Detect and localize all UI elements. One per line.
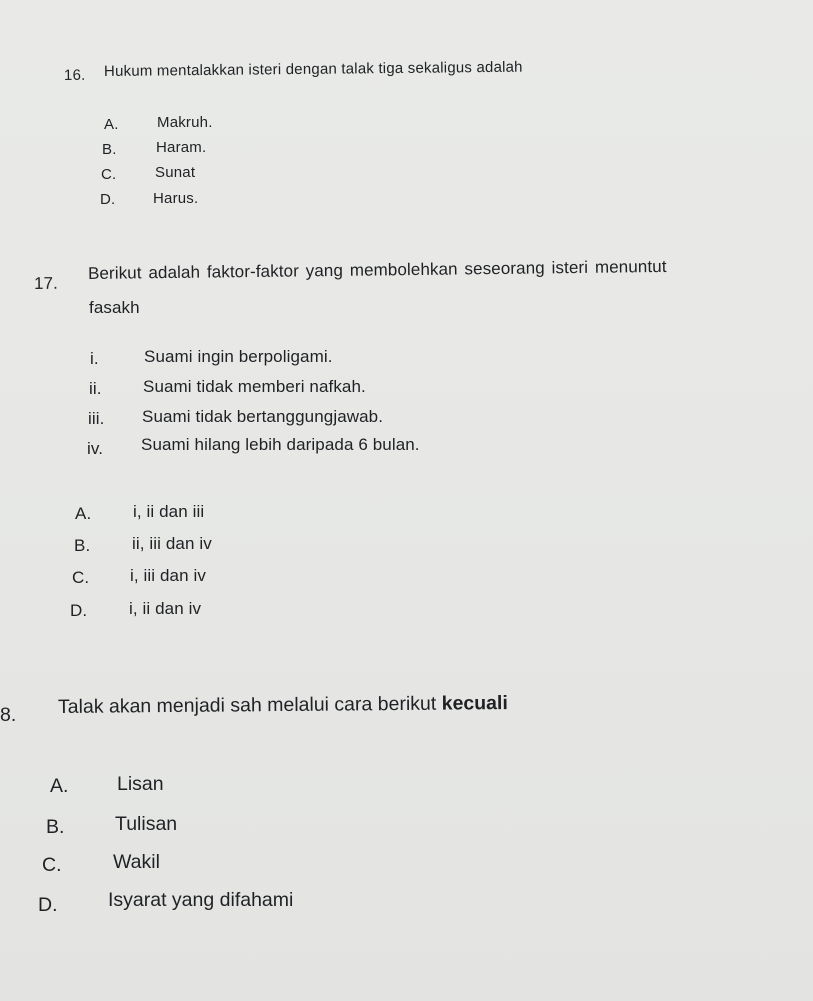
option-text-b: Tulisan [115,813,178,835]
option-letter-a: A. [50,775,69,797]
option-letter-b: B. [102,141,117,158]
option-letter-b: B. [46,816,65,838]
option-text-b: Haram. [156,139,207,156]
option-text-a: Lisan [117,773,164,795]
option-text-b: ii, iii dan iv [132,534,212,553]
option-letter-c: C. [101,166,117,183]
option-text-c: Wakil [113,851,160,873]
option-text-d: Harus. [153,190,199,207]
option-text-d: i, ii dan iv [129,599,202,618]
statement-roman-iii: iii. [88,409,105,428]
option-letter-c: C. [42,854,62,876]
option-text-c: i, iii dan iv [130,566,206,585]
question-stem-line-2: fasakh [89,298,140,317]
option-letter-c: C. [72,568,90,587]
question-stem: Hukum mentalakkan isteri dengan talak tiga sekaligus adalah [103,58,523,80]
option-letter-d: D. [38,894,58,916]
statement-text-i: Suami ingin berpoligami. [144,347,333,366]
option-letter-d: D. [70,601,88,620]
option-text-a: Makruh. [157,114,213,131]
question-stem-text: Talak akan menjadi sah melalui cara berikut [57,692,442,718]
statement-text-iii: Suami tidak bertanggungjawab. [142,407,384,426]
statement-roman-i: i. [90,349,99,368]
option-letter-d: D. [100,191,116,208]
option-letter-a: A. [75,504,92,523]
option-text-d: Isyarat yang difahami [108,889,294,911]
question-number: 16. [63,66,86,84]
option-letter-a: A. [104,116,119,133]
option-text-a: i, ii dan iii [133,502,205,521]
question-number: 17. [33,273,59,293]
statement-text-iv: Suami hilang lebih daripada 6 bulan. [141,435,420,454]
statement-text-ii: Suami tidak memberi nafkah. [143,377,366,396]
option-letter-b: B. [74,536,91,555]
question-number: 8. [0,704,17,726]
statement-roman-ii: ii. [89,379,102,398]
question-stem-emphasis: kecuali [441,692,508,715]
option-text-c: Sunat [155,164,196,181]
question-stem-line-1: Berikut adalah faktor-faktor yang membolehkan seseorang isteri menuntut [87,256,667,283]
statement-roman-iv: iv. [87,439,104,458]
question-stem [58,694,508,717]
